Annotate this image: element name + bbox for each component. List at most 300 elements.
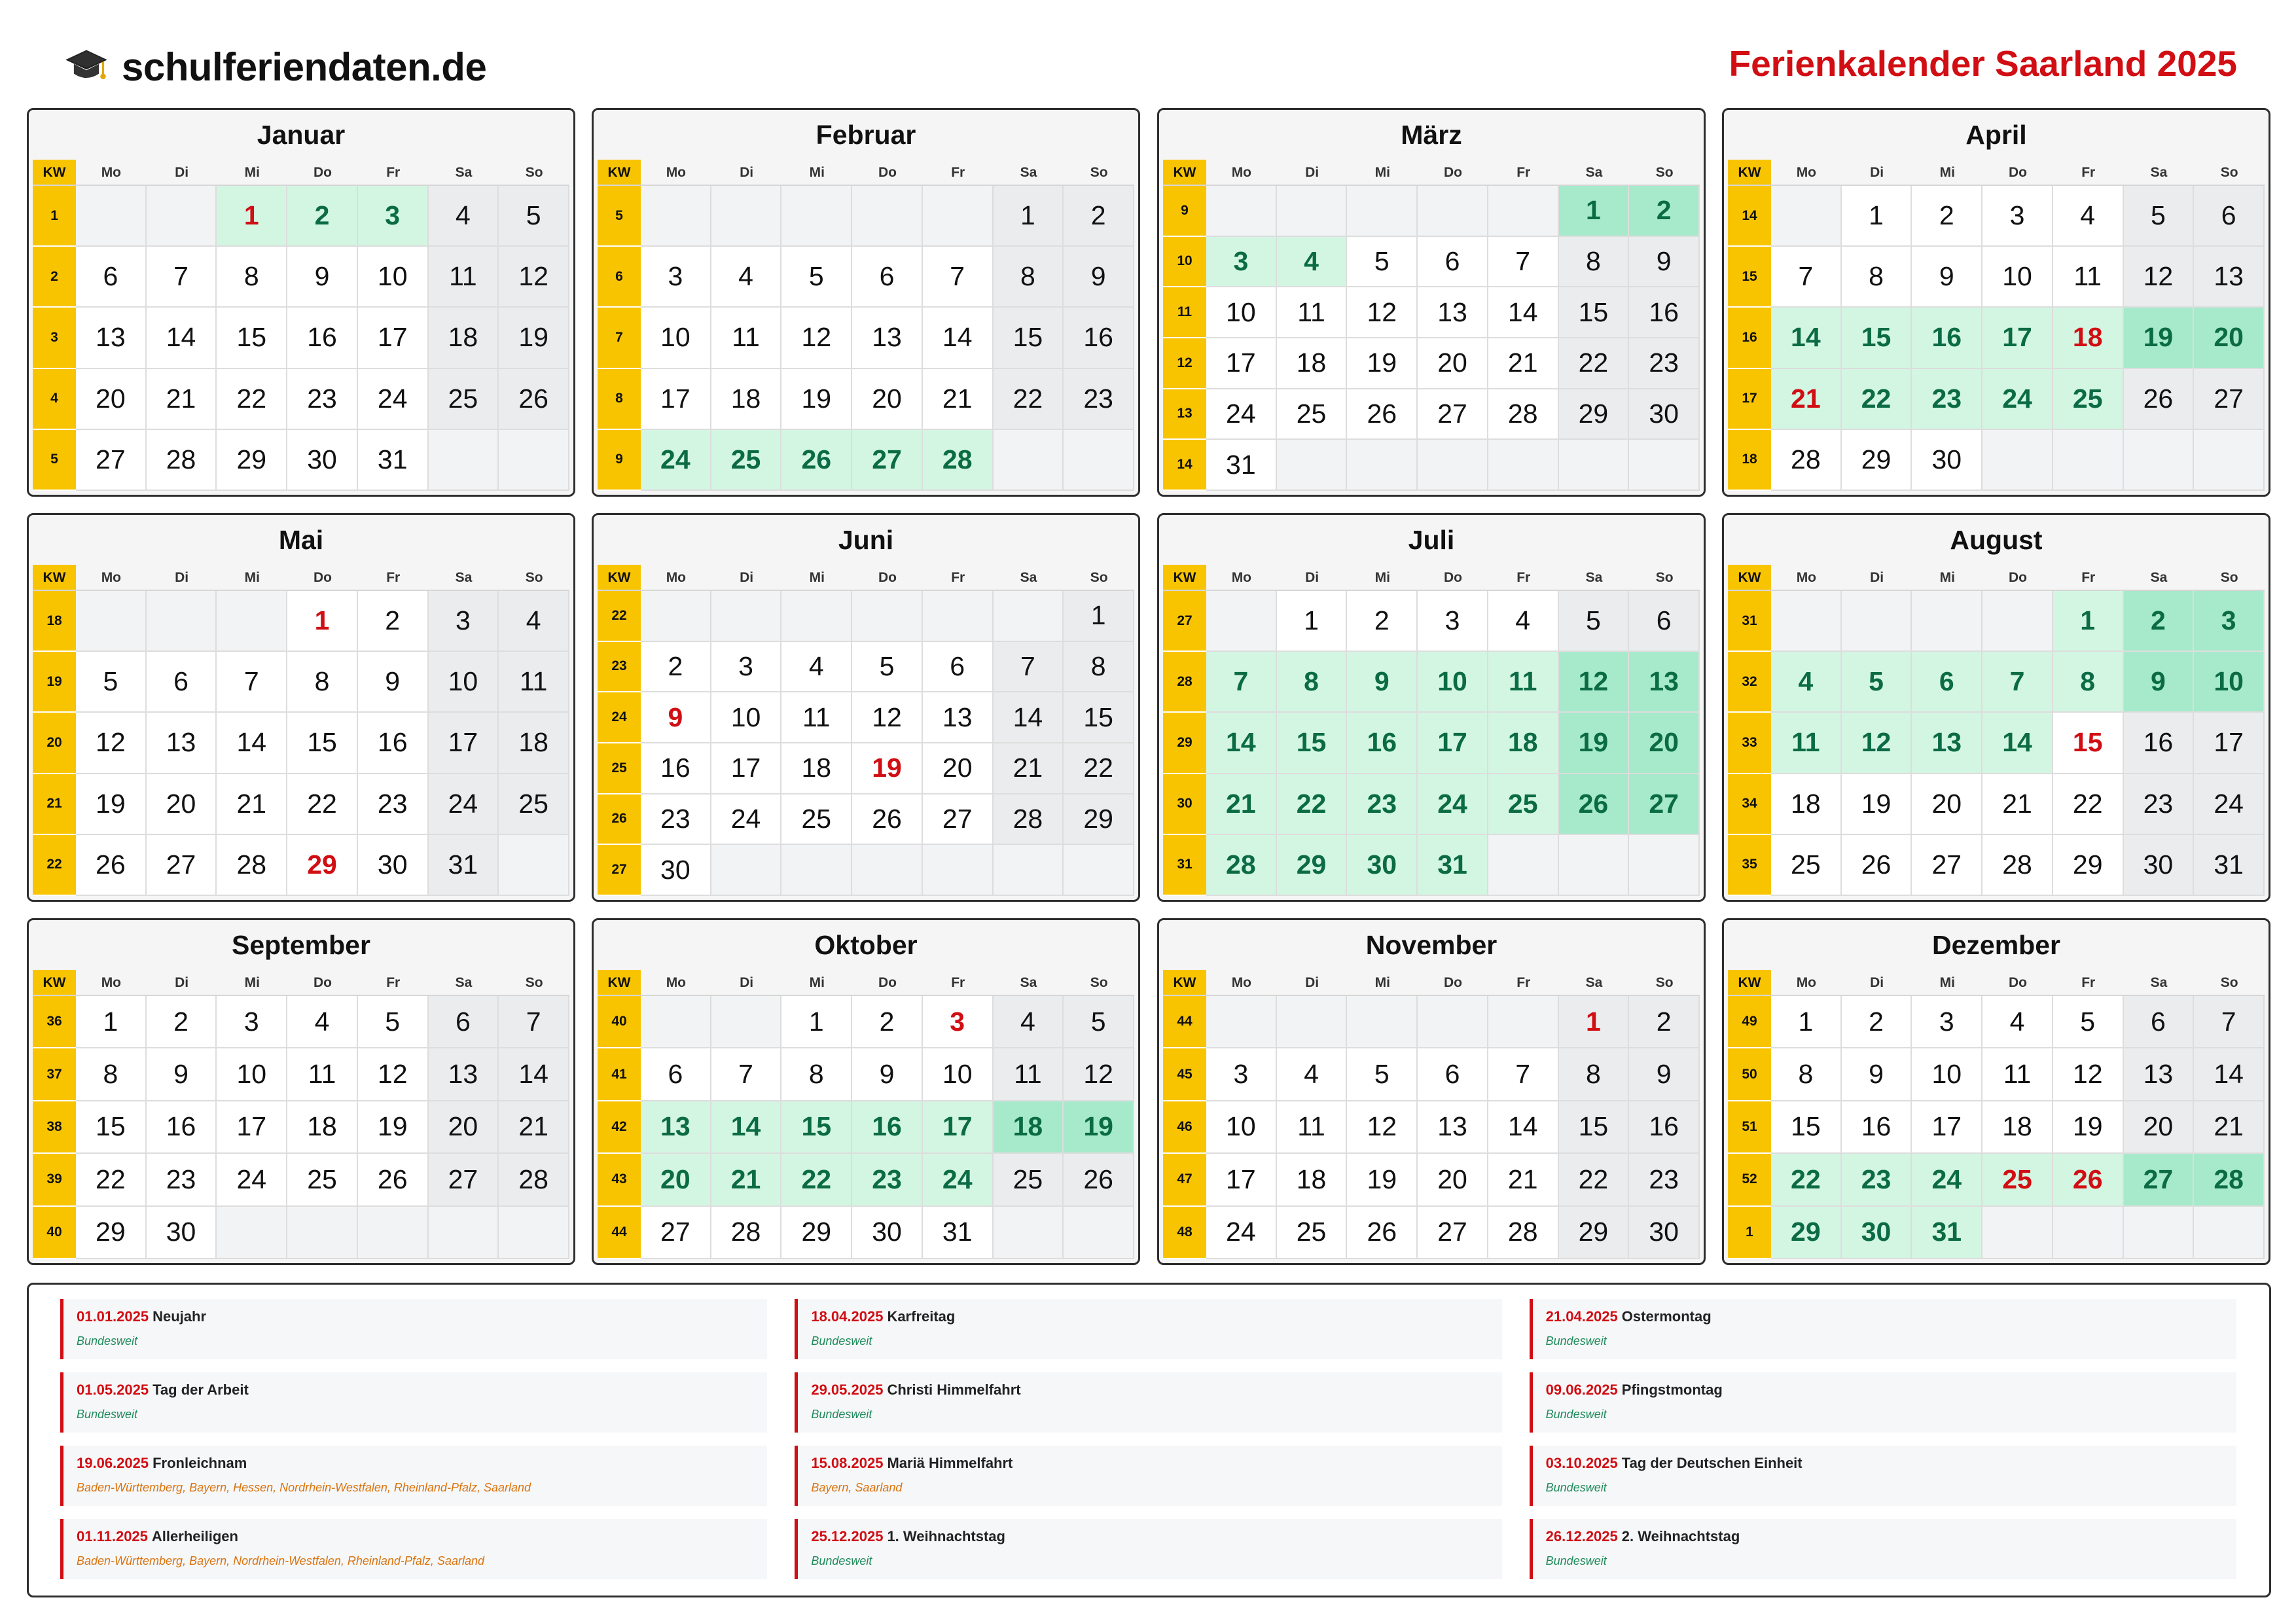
empty-day xyxy=(1277,440,1348,491)
school-holiday-day: 23 xyxy=(1347,774,1418,835)
empty-day xyxy=(2053,430,2124,491)
weekday-header: Mi xyxy=(1347,160,1418,186)
school-holiday-day: 15 xyxy=(1842,308,1912,368)
day-cell: 16 xyxy=(1064,308,1134,368)
school-holiday-day: 1 xyxy=(2053,591,2124,652)
day-cell: 10 xyxy=(1912,1048,1982,1101)
empty-day xyxy=(358,1207,429,1259)
month-name: Juli xyxy=(1408,525,1455,555)
holiday-title xyxy=(1546,1528,2236,1545)
day-cell: 29 xyxy=(2053,835,2124,896)
empty-day xyxy=(1064,845,1134,896)
kw-header: KW xyxy=(1163,160,1206,186)
month-name: Februar xyxy=(816,120,916,150)
day-cell: 2 xyxy=(1912,186,1982,247)
weekday-header: So xyxy=(1064,160,1134,186)
holiday-region: Bundesweit xyxy=(811,1408,872,1421)
empty-day xyxy=(2194,430,2265,491)
school-holiday-day: 19 xyxy=(1559,713,1630,774)
day-cell: 26 xyxy=(852,794,923,846)
week-number: 11 xyxy=(1163,287,1206,338)
day-cell: 7 xyxy=(1771,247,1842,308)
day-cell: 23 xyxy=(147,1154,217,1206)
empty-day xyxy=(711,996,782,1048)
day-cell: 26 xyxy=(2124,369,2195,430)
weekday-header: Mi xyxy=(217,565,287,591)
day-cell: 23 xyxy=(2124,774,2195,835)
holiday-legend xyxy=(27,1283,2271,1597)
weekday-header: Di xyxy=(147,160,217,186)
week-number: 44 xyxy=(1163,996,1206,1048)
school-holiday-day: 29 xyxy=(1277,835,1348,896)
day-cell: 12 xyxy=(1064,1048,1134,1101)
holiday-item xyxy=(795,1299,1501,1359)
empty-day xyxy=(1982,430,2053,491)
day-cell: 17 xyxy=(217,1101,287,1154)
empty-day xyxy=(1982,1207,2053,1259)
kw-header: KW xyxy=(598,160,641,186)
day-cell: 12 xyxy=(781,308,852,368)
week-number: 10 xyxy=(1163,237,1206,288)
day-cell: 8 xyxy=(1842,247,1912,308)
month-november xyxy=(1157,918,1706,1265)
day-cell: 14 xyxy=(1488,287,1559,338)
school-holiday-day: 13 xyxy=(1629,652,1700,713)
day-cell: 6 xyxy=(641,1048,711,1101)
weekday-header: Sa xyxy=(994,565,1064,591)
holiday-region: Baden-Württemberg, Bayern, Nordrhein-Westfalen, Rheinland-Pfalz, Saarland xyxy=(77,1554,484,1567)
day-cell: 11 xyxy=(287,1048,358,1101)
day-cell: 3 xyxy=(429,591,499,652)
day-cell: 11 xyxy=(1277,287,1348,338)
day-cell: 5 xyxy=(1559,591,1630,652)
day-cell: 5 xyxy=(76,652,147,713)
kw-header: KW xyxy=(1728,970,1771,996)
day-cell: 13 xyxy=(923,692,994,743)
weekday-header: Mi xyxy=(1912,970,1982,996)
school-holiday-day: 4 xyxy=(1277,237,1348,288)
school-holiday-day: 16 xyxy=(1912,308,1982,368)
site-logo[interactable] xyxy=(64,41,486,93)
weekday-header: Mo xyxy=(76,970,147,996)
weekday-header: Do xyxy=(287,160,358,186)
day-cell: 30 xyxy=(287,430,358,491)
day-cell: 6 xyxy=(1418,237,1488,288)
day-cell: 6 xyxy=(429,996,499,1048)
day-cell: 4 xyxy=(1488,591,1559,652)
weekday-header: So xyxy=(2194,160,2265,186)
day-cell: 19 xyxy=(2053,1101,2124,1154)
empty-day xyxy=(923,591,994,642)
day-cell: 17 xyxy=(641,369,711,430)
weekday-header: Sa xyxy=(429,970,499,996)
day-cell: 26 xyxy=(76,835,147,896)
school-holiday-day: 27 xyxy=(2124,1154,2195,1206)
day-cell: 5 xyxy=(1347,1048,1418,1101)
day-cell: 22 xyxy=(1559,1154,1630,1206)
weekday-header: Mi xyxy=(217,970,287,996)
day-cell: 10 xyxy=(217,1048,287,1101)
week-number: 31 xyxy=(1728,591,1771,652)
school-holiday-day: 23 xyxy=(1912,369,1982,430)
holiday-date: 15.08.2025 xyxy=(811,1455,884,1471)
day-cell: 31 xyxy=(429,835,499,896)
day-cell: 3 xyxy=(217,996,287,1048)
day-cell: 24 xyxy=(1206,1207,1277,1259)
graduation-cap-icon xyxy=(64,45,109,89)
weekday-header: Di xyxy=(1277,565,1348,591)
public-holiday-day: 15 xyxy=(2053,713,2124,774)
day-cell: 23 xyxy=(1064,369,1134,430)
day-cell: 10 xyxy=(923,1048,994,1101)
holiday-title xyxy=(77,1382,767,1399)
holiday-region: Bayern, Saarland xyxy=(811,1481,903,1494)
day-cell: 29 xyxy=(781,1207,852,1259)
empty-day xyxy=(147,591,217,652)
holiday-region: Bundesweit xyxy=(77,1408,138,1421)
weekday-header: Di xyxy=(1842,160,1912,186)
empty-day xyxy=(1277,186,1348,237)
week-number: 17 xyxy=(1728,369,1771,430)
week-number: 39 xyxy=(33,1154,76,1206)
weekday-header: Fr xyxy=(923,970,994,996)
weekday-header: Fr xyxy=(358,160,429,186)
school-holiday-day: 6 xyxy=(1912,652,1982,713)
weekday-header: Mo xyxy=(1206,970,1277,996)
holiday-date: 09.06.2025 xyxy=(1545,1382,1618,1398)
week-number: 9 xyxy=(598,430,641,491)
day-cell: 28 xyxy=(994,794,1064,846)
holiday-item xyxy=(60,1372,767,1433)
day-cell: 27 xyxy=(1418,1207,1488,1259)
weekday-header: Mo xyxy=(641,565,711,591)
holiday-title xyxy=(811,1382,1501,1399)
day-cell: 15 xyxy=(287,713,358,774)
week-number: 1 xyxy=(1728,1207,1771,1259)
month-april xyxy=(1722,108,2270,497)
month-name: März xyxy=(1401,120,1462,150)
day-cell: 9 xyxy=(1064,247,1134,308)
holiday-region: Bundesweit xyxy=(811,1554,872,1567)
weekday-header: Fr xyxy=(1488,160,1559,186)
day-cell: 17 xyxy=(1206,1154,1277,1206)
day-cell: 22 xyxy=(217,369,287,430)
day-cell: 18 xyxy=(1982,1101,2053,1154)
day-cell: 12 xyxy=(499,247,569,308)
day-cell: 5 xyxy=(2053,996,2124,1048)
day-cell: 7 xyxy=(1488,1048,1559,1101)
day-cell: 31 xyxy=(2194,835,2265,896)
school-holiday-day: 17 xyxy=(923,1101,994,1154)
empty-day xyxy=(1488,186,1559,237)
weekday-header: Fr xyxy=(358,970,429,996)
month-september xyxy=(27,918,575,1265)
school-holiday-day: 7 xyxy=(1982,652,2053,713)
empty-day xyxy=(1488,440,1559,491)
empty-day xyxy=(1347,186,1418,237)
holiday-date: 29.05.2025 xyxy=(811,1382,884,1398)
day-cell: 28 xyxy=(147,430,217,491)
week-number: 34 xyxy=(1728,774,1771,835)
holiday-item xyxy=(795,1519,1501,1579)
day-cell: 29 xyxy=(76,1207,147,1259)
day-cell: 5 xyxy=(781,247,852,308)
school-holiday-day: 22 xyxy=(1277,774,1348,835)
weekday-header: Sa xyxy=(1559,565,1630,591)
holiday-item xyxy=(1530,1299,2236,1359)
kw-header: KW xyxy=(1728,160,1771,186)
day-cell: 27 xyxy=(1418,389,1488,440)
day-cell: 27 xyxy=(147,835,217,896)
day-cell: 27 xyxy=(923,794,994,846)
holiday-title xyxy=(1546,1382,2236,1399)
holiday-title xyxy=(1546,1308,2236,1325)
school-holiday-day: 2 xyxy=(2124,591,2195,652)
day-cell: 13 xyxy=(1418,287,1488,338)
day-cell: 12 xyxy=(1347,287,1418,338)
week-number: 40 xyxy=(33,1207,76,1259)
public-holiday-day: 18 xyxy=(2053,308,2124,368)
kw-header: KW xyxy=(33,160,76,186)
day-cell: 21 xyxy=(499,1101,569,1154)
weekday-header: Sa xyxy=(994,160,1064,186)
day-cell: 18 xyxy=(287,1101,358,1154)
day-cell: 20 xyxy=(2124,1101,2195,1154)
week-number: 40 xyxy=(598,996,641,1048)
week-number: 28 xyxy=(1163,652,1206,713)
day-cell: 10 xyxy=(711,692,782,743)
school-holiday-day: 8 xyxy=(2053,652,2124,713)
day-cell: 31 xyxy=(358,430,429,491)
empty-day xyxy=(1629,835,1700,896)
day-cell: 1 xyxy=(781,996,852,1048)
day-cell: 28 xyxy=(1488,389,1559,440)
empty-day xyxy=(499,1207,569,1259)
empty-day xyxy=(2124,430,2195,491)
kw-header: KW xyxy=(598,565,641,591)
week-number: 9 xyxy=(1163,186,1206,237)
day-cell: 3 xyxy=(1912,996,1982,1048)
empty-day xyxy=(923,186,994,247)
day-cell: 5 xyxy=(852,642,923,693)
day-cell: 10 xyxy=(358,247,429,308)
empty-day xyxy=(994,430,1064,491)
weekday-header: Mo xyxy=(1771,565,1842,591)
day-cell: 8 xyxy=(1064,642,1134,693)
day-cell: 8 xyxy=(217,247,287,308)
weekday-header: Mi xyxy=(781,160,852,186)
day-cell: 12 xyxy=(76,713,147,774)
week-number: 14 xyxy=(1728,186,1771,247)
school-holiday-day: 25 xyxy=(711,430,782,491)
empty-day xyxy=(1771,591,1842,652)
weekday-header: So xyxy=(2194,565,2265,591)
day-cell: 26 xyxy=(358,1154,429,1206)
day-cell: 2 xyxy=(852,996,923,1048)
week-number: 4 xyxy=(33,369,76,430)
school-holiday-day: 24 xyxy=(641,430,711,491)
day-cell: 10 xyxy=(1206,287,1277,338)
day-cell: 6 xyxy=(1629,591,1700,652)
day-cell: 5 xyxy=(2124,186,2195,247)
school-holiday-day: 31 xyxy=(1912,1207,1982,1259)
weekday-header: Di xyxy=(147,565,217,591)
day-cell: 8 xyxy=(76,1048,147,1101)
school-holiday-day: 17 xyxy=(1418,713,1488,774)
month-name: November xyxy=(1365,930,1498,960)
school-holiday-day: 23 xyxy=(1842,1154,1912,1206)
holiday-name: Allerheiligen xyxy=(151,1528,238,1544)
public-holiday-day: 25 xyxy=(1982,1154,2053,1206)
day-cell: 5 xyxy=(1064,996,1134,1048)
school-holiday-day: 19 xyxy=(1064,1101,1134,1154)
empty-day xyxy=(1277,996,1348,1048)
kw-header: KW xyxy=(33,970,76,996)
day-cell: 5 xyxy=(358,996,429,1048)
month-januar xyxy=(27,108,575,497)
school-holiday-day: 28 xyxy=(923,430,994,491)
school-holiday-day: 2 xyxy=(1629,186,1700,237)
day-cell: 4 xyxy=(1982,996,2053,1048)
school-holiday-day: 27 xyxy=(852,430,923,491)
day-cell: 29 xyxy=(1842,430,1912,491)
holiday-title xyxy=(811,1528,1501,1545)
empty-day xyxy=(1206,996,1277,1048)
week-number: 43 xyxy=(598,1154,641,1206)
weekday-header: So xyxy=(1629,565,1700,591)
day-cell: 19 xyxy=(499,308,569,368)
empty-day xyxy=(1842,591,1912,652)
school-holiday-day: 23 xyxy=(852,1154,923,1206)
week-number: 27 xyxy=(598,845,641,896)
month-name: Juni xyxy=(838,525,894,555)
day-cell: 22 xyxy=(76,1154,147,1206)
month-juli xyxy=(1157,513,1706,902)
week-number: 42 xyxy=(598,1101,641,1154)
day-cell: 20 xyxy=(923,743,994,794)
day-cell: 7 xyxy=(217,652,287,713)
day-cell: 2 xyxy=(1064,186,1134,247)
day-cell: 30 xyxy=(641,845,711,896)
day-cell: 17 xyxy=(358,308,429,368)
week-number: 35 xyxy=(1728,835,1771,896)
day-cell: 29 xyxy=(1064,794,1134,846)
holiday-name: 1. Weihnachtstag xyxy=(887,1528,1005,1544)
day-cell: 6 xyxy=(2194,186,2265,247)
day-cell: 2 xyxy=(641,642,711,693)
holiday-item xyxy=(1530,1372,2236,1433)
weekday-header: Do xyxy=(1982,160,2053,186)
week-number: 21 xyxy=(33,774,76,835)
day-cell: 9 xyxy=(358,652,429,713)
public-holiday-day: 29 xyxy=(287,835,358,896)
week-number: 7 xyxy=(598,308,641,368)
day-cell: 14 xyxy=(147,308,217,368)
day-cell: 24 xyxy=(2194,774,2265,835)
empty-day xyxy=(2124,1207,2195,1259)
school-holiday-day: 20 xyxy=(2194,308,2265,368)
day-cell: 26 xyxy=(1064,1154,1134,1206)
day-cell: 1 xyxy=(76,996,147,1048)
empty-day xyxy=(429,1207,499,1259)
school-holiday-day: 24 xyxy=(1982,369,2053,430)
weekday-header: Di xyxy=(147,970,217,996)
day-cell: 6 xyxy=(76,247,147,308)
day-cell: 25 xyxy=(781,794,852,846)
day-cell: 8 xyxy=(287,652,358,713)
weekday-header: Fr xyxy=(1488,565,1559,591)
weekday-header: Di xyxy=(1277,160,1348,186)
day-cell: 19 xyxy=(358,1101,429,1154)
empty-day xyxy=(217,1207,287,1259)
week-number: 37 xyxy=(33,1048,76,1101)
day-cell: 21 xyxy=(923,369,994,430)
empty-day xyxy=(1206,591,1277,652)
weekday-header: Fr xyxy=(1488,970,1559,996)
day-cell: 6 xyxy=(147,652,217,713)
day-cell: 5 xyxy=(1347,237,1418,288)
school-holiday-day: 28 xyxy=(2194,1154,2265,1206)
school-holiday-day: 18 xyxy=(994,1101,1064,1154)
school-holiday-day: 19 xyxy=(2124,308,2195,368)
day-cell: 18 xyxy=(1277,1154,1348,1206)
day-cell: 7 xyxy=(711,1048,782,1101)
weekday-header: Sa xyxy=(1559,970,1630,996)
day-cell: 11 xyxy=(1277,1101,1348,1154)
week-number: 16 xyxy=(1728,308,1771,368)
holiday-title xyxy=(811,1308,1501,1325)
school-holiday-day: 26 xyxy=(781,430,852,491)
empty-day xyxy=(1064,1207,1134,1259)
day-cell: 10 xyxy=(1206,1101,1277,1154)
weekday-header: Mo xyxy=(76,565,147,591)
week-number: 27 xyxy=(1163,591,1206,652)
school-holiday-day: 2 xyxy=(287,186,358,247)
empty-day xyxy=(1488,996,1559,1048)
school-holiday-day: 21 xyxy=(1206,774,1277,835)
day-cell: 4 xyxy=(994,996,1064,1048)
weekday-header: Di xyxy=(711,160,782,186)
month-februar xyxy=(592,108,1140,497)
day-cell: 11 xyxy=(429,247,499,308)
day-cell: 4 xyxy=(499,591,569,652)
week-number: 31 xyxy=(1163,835,1206,896)
weekday-header: So xyxy=(1064,565,1134,591)
day-cell: 7 xyxy=(1488,237,1559,288)
day-cell: 15 xyxy=(1559,1101,1630,1154)
school-holiday-day: 30 xyxy=(1347,835,1418,896)
day-cell: 14 xyxy=(2194,1048,2265,1101)
week-number: 44 xyxy=(598,1207,641,1259)
school-holiday-day: 14 xyxy=(1771,308,1842,368)
day-cell: 23 xyxy=(287,369,358,430)
day-cell: 20 xyxy=(1418,1154,1488,1206)
school-holiday-day: 12 xyxy=(1842,713,1912,774)
day-cell: 4 xyxy=(781,642,852,693)
school-holiday-day: 28 xyxy=(1206,835,1277,896)
weekday-header: Do xyxy=(1982,970,2053,996)
kw-header: KW xyxy=(1728,565,1771,591)
weekday-header: Do xyxy=(852,160,923,186)
school-holiday-day: 20 xyxy=(641,1154,711,1206)
empty-day xyxy=(429,430,499,491)
day-cell: 9 xyxy=(1842,1048,1912,1101)
school-holiday-day: 9 xyxy=(1347,652,1418,713)
day-cell: 22 xyxy=(2053,774,2124,835)
school-holiday-day: 13 xyxy=(1912,713,1982,774)
school-holiday-day: 25 xyxy=(2053,369,2124,430)
day-cell: 30 xyxy=(147,1207,217,1259)
